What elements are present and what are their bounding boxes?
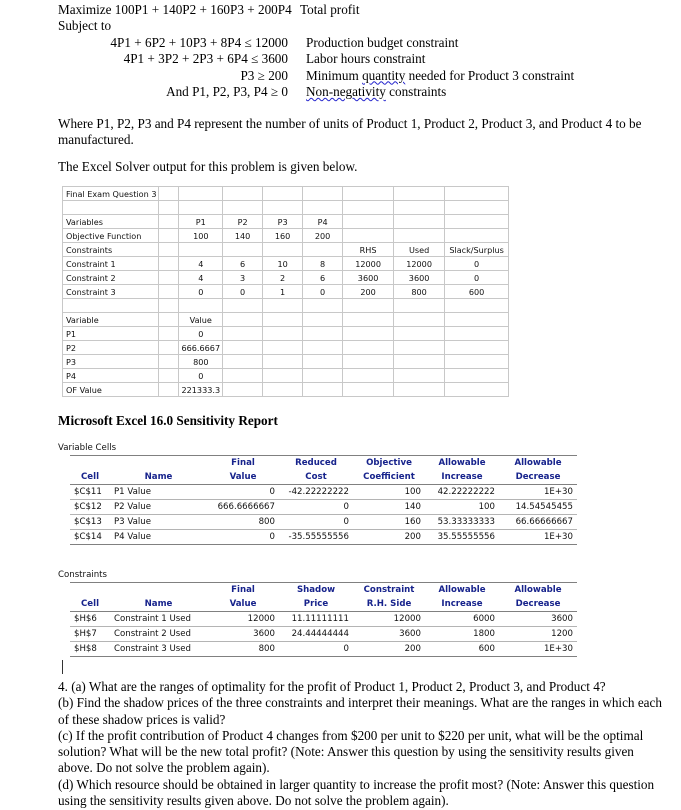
excel-cell: 666.6667 [179,341,223,355]
excel-cell [159,201,179,215]
excel-cell [179,299,223,313]
excel-cell [394,187,445,201]
excel-cell [303,341,343,355]
cell-reference: $H$8 [70,642,110,657]
excel-cell: P3 [63,355,159,369]
cell-value: 1E+30 [499,642,577,657]
questions-block [58,679,666,809]
column-header: Decrease [499,597,577,612]
excel-cell [159,369,179,383]
table-row [70,530,577,545]
lp-line [58,68,668,84]
table-row [70,485,577,500]
table-row [63,243,509,257]
column-header: R.H. Side [353,597,425,612]
excel-cell [394,369,445,383]
excel-cell [263,369,303,383]
table-row [70,642,577,657]
cell-reference: $C$13 [70,515,110,530]
excel-cell: 140 [223,229,263,243]
cell-value: 0 [279,642,353,657]
excel-cell [223,243,263,257]
question-item: 4. (a) What are the ranges of optimality for the profit of Product 1, Product 2, Product 3, and Product 4? [58,679,606,694]
excel-cell [303,327,343,341]
excel-cell: P2 [223,215,263,229]
excel-cell [303,313,343,327]
excel-cell [445,215,509,229]
excel-cell: P1 [63,327,159,341]
column-header: Constraint [353,583,425,598]
lp-expression: 4P1 + 6P2 + 10P3 + 8P4 ≤ 12000 [110,34,288,50]
excel-cell: 0 [445,257,509,271]
table-row [70,627,577,642]
column-header [110,456,207,471]
excel-cell [303,299,343,313]
column-header: Cell [70,470,110,485]
excel-cell [445,313,509,327]
question-item: (d) Which resource should be obtained in larger quantity to increase the profit most? (Note: Answer this question using the sensitivity results given above. Do not solve the problem again). [58,776,655,809]
excel-cell [343,383,394,397]
excel-cell [159,215,179,229]
excel-cell: Value [179,313,223,327]
cell-value: 666.6666667 [207,500,279,515]
excel-cell: Final Exam Question 3 [63,187,159,201]
excel-cell [159,355,179,369]
excel-cell: 12000 [343,257,394,271]
excel-cell: 2 [263,271,303,285]
column-header: Name [110,470,207,485]
excel-cell [445,201,509,215]
column-header: Allowable [425,456,499,471]
question-item: (b) Find the shadow prices of the three constraints and interpret their meanings. What are the ranges in which each of these shadow prices is valid? [58,695,662,727]
excel-cell: Objective Function [63,229,159,243]
cell-value: 24.44444444 [279,627,353,642]
cell-value: 1800 [425,627,499,642]
excel-cell: Slack/Surplus [445,243,509,257]
excel-cell: Constraint 1 [63,257,159,271]
cell-name: Constraint 1 Used [110,612,207,627]
spellcheck-underlined-word: Non-negativity [306,84,386,100]
cell-value: 0 [279,515,353,530]
excel-cell: Variables [63,215,159,229]
excel-cell [223,355,263,369]
cell-value: 11.11111111 [279,612,353,627]
excel-cell [445,299,509,313]
text-cursor-caret [62,660,63,674]
excel-cell: 12000 [394,257,445,271]
table-row [63,313,509,327]
variable-cells-section-label: Variable Cells [58,443,117,453]
table-row [63,257,509,271]
excel-cell [223,201,263,215]
excel-cell: 0 [179,327,223,341]
table-header-row [70,597,577,612]
constraints-table [70,582,577,657]
excel-cell: Constraint 2 [63,271,159,285]
excel-cell [159,285,179,299]
lp-model-block [58,2,668,100]
column-header: Cost [279,470,353,485]
excel-cell [394,215,445,229]
excel-cell [394,201,445,215]
spellcheck-underlined-word: quantity [362,67,406,83]
table-header-row [70,456,577,471]
column-header: Increase [425,470,499,485]
excel-cell [159,271,179,285]
cell-reference: $H$7 [70,627,110,642]
excel-cell [159,313,179,327]
column-header: Decrease [499,470,577,485]
lp-line [58,18,668,34]
excel-cell [343,327,394,341]
cell-name: Constraint 2 Used [110,627,207,642]
paragraph-solver: The Excel Solver output for this problem is given below. [58,159,358,174]
lp-description: Labor hours constraint [306,51,426,67]
column-header: Reduced [279,456,353,471]
excel-cell: 221333.3 [179,383,223,397]
excel-cell: P2 [63,341,159,355]
excel-cell [303,187,343,201]
cell-value: 53.33333333 [425,515,499,530]
cell-value: 14.54545455 [499,500,577,515]
excel-cell [445,341,509,355]
column-header: Value [207,597,279,612]
excel-cell [263,327,303,341]
column-header: Final [207,583,279,598]
cell-value: 3600 [353,627,425,642]
column-header [110,583,207,598]
cell-reference: $C$11 [70,485,110,500]
table-row [63,285,509,299]
cell-value: -42.22222222 [279,485,353,500]
cell-name: P3 Value [110,515,207,530]
lp-description: Total profit [300,2,360,17]
lp-expression: P3 ≥ 200 [240,67,288,83]
excel-cell: 0 [223,285,263,299]
cell-value: 1E+30 [499,485,577,500]
lp-description: Production budget constraint [306,34,459,50]
cell-value: 66.66666667 [499,515,577,530]
excel-cell [263,313,303,327]
excel-cell: 3600 [343,271,394,285]
cell-value: 200 [353,530,425,545]
lp-expression: Maximize 100P1 + 140P2 + 160P3 + 200P4 [58,2,292,17]
table-row [63,383,509,397]
excel-cell: 200 [303,229,343,243]
excel-cell: 0 [179,285,223,299]
excel-cell [343,355,394,369]
column-header: Allowable [499,456,577,471]
sensitivity-report-title: Microsoft Excel 16.0 Sensitivity Report [58,413,278,428]
excel-cell: RHS [343,243,394,257]
cell-value: 200 [353,642,425,657]
lp-expression: And P1, P2, P3, P4 ≥ 0 [166,84,288,100]
excel-cell [159,299,179,313]
excel-cell [159,257,179,271]
paragraph-where: Where P1, P2, P3 and P4 represent the number of units of Product 1, Product 2, Product 3, and Product 4 to be manufactured. [58,116,642,148]
excel-cell: 0 [303,285,343,299]
table-row [63,229,509,243]
excel-cell: 800 [394,285,445,299]
excel-cell: P3 [263,215,303,229]
excel-cell: 3600 [394,271,445,285]
excel-cell [343,229,394,243]
table-row [63,341,509,355]
lp-line [58,84,668,100]
cell-name: Constraint 3 Used [110,642,207,657]
excel-cell: 4 [179,271,223,285]
excel-cell: Constraint 3 [63,285,159,299]
excel-cell [159,187,179,201]
lp-expression: 4P1 + 3P2 + 2P3 + 6P4 ≤ 3600 [123,51,288,67]
lp-line [58,35,668,51]
excel-cell [223,313,263,327]
excel-cell [394,327,445,341]
excel-cell [159,383,179,397]
cell-reference: $C$12 [70,500,110,515]
excel-cell [263,383,303,397]
excel-cell [223,369,263,383]
column-header: Name [110,597,207,612]
excel-cell: OF Value [63,383,159,397]
column-header: Objective [353,456,425,471]
table-row [63,355,509,369]
cell-value: 100 [353,485,425,500]
lp-expression: Subject to [58,18,112,34]
excel-cell: 0 [445,271,509,285]
cell-value: 1E+30 [499,530,577,545]
excel-cell [223,383,263,397]
excel-cell [159,341,179,355]
cell-reference: $C$14 [70,530,110,545]
excel-cell [343,215,394,229]
lp-description: Non-negativity constraints [306,84,447,100]
table-row [63,369,509,383]
column-header: Value [207,470,279,485]
table-row [63,271,509,285]
cell-value: 160 [353,515,425,530]
excel-cell: 1 [263,285,303,299]
cell-value: 12000 [207,612,279,627]
excel-cell [63,299,159,313]
excel-cell [263,341,303,355]
cell-name: P2 Value [110,500,207,515]
excel-cell [445,229,509,243]
table-header-row [70,470,577,485]
excel-cell [343,201,394,215]
excel-cell [394,355,445,369]
column-header: Allowable [499,583,577,598]
excel-cell [263,299,303,313]
excel-cell [223,327,263,341]
cell-value: 800 [207,642,279,657]
excel-cell [343,187,394,201]
excel-cell [343,299,394,313]
column-header: Final [207,456,279,471]
excel-cell: Variable [63,313,159,327]
excel-cell [263,355,303,369]
cell-value: 3600 [207,627,279,642]
table-row [63,215,509,229]
excel-cell [263,201,303,215]
excel-cell [159,327,179,341]
column-header [70,583,110,598]
table-row [70,515,577,530]
excel-cell [303,355,343,369]
excel-cell [179,201,223,215]
excel-cell: 3 [223,271,263,285]
excel-cell: Constraints [63,243,159,257]
cell-value: 0 [207,530,279,545]
excel-cell: 100 [179,229,223,243]
excel-cell [394,341,445,355]
excel-cell [223,187,263,201]
excel-cell [223,341,263,355]
cell-value: 140 [353,500,425,515]
cell-value: 600 [425,642,499,657]
excel-cell [179,243,223,257]
excel-cell [63,201,159,215]
table-row [70,500,577,515]
table-row [63,327,509,341]
cell-name: P1 Value [110,485,207,500]
excel-cell [445,187,509,201]
cell-value: 35.55555556 [425,530,499,545]
excel-cell: P4 [303,215,343,229]
column-header: Allowable [425,583,499,598]
cell-value: 1200 [499,627,577,642]
excel-cell: 4 [179,257,223,271]
excel-cell [223,299,263,313]
column-header: Coefficient [353,470,425,485]
column-header: Cell [70,597,110,612]
cell-value: 100 [425,500,499,515]
cell-value: 800 [207,515,279,530]
excel-cell [263,243,303,257]
variable-cells-table [70,455,577,545]
lp-description: Minimum quantity needed for Product 3 constraint [306,67,575,83]
cell-value: -35.55555556 [279,530,353,545]
excel-cell [303,201,343,215]
excel-cell: 600 [445,285,509,299]
cell-name: P4 Value [110,530,207,545]
excel-cell [394,299,445,313]
excel-cell [445,327,509,341]
excel-cell [303,369,343,383]
cell-value: 6000 [425,612,499,627]
table-row [63,187,509,201]
excel-cell [445,355,509,369]
excel-cell: 0 [179,369,223,383]
excel-cell: Used [394,243,445,257]
cell-value: 0 [207,485,279,500]
excel-cell: P4 [63,369,159,383]
excel-cell [159,229,179,243]
excel-cell [343,369,394,383]
cell-reference: $H$6 [70,612,110,627]
excel-cell [445,369,509,383]
excel-cell: 8 [303,257,343,271]
excel-cell: 6 [223,257,263,271]
excel-cell: 160 [263,229,303,243]
excel-cell [445,383,509,397]
excel-cell: 200 [343,285,394,299]
excel-cell [394,313,445,327]
column-header: Price [279,597,353,612]
excel-cell: 800 [179,355,223,369]
cell-value: 0 [279,500,353,515]
excel-cell [394,229,445,243]
cell-value: 42.22222222 [425,485,499,500]
column-header: Shadow [279,583,353,598]
excel-cell: 10 [263,257,303,271]
excel-cell: 6 [303,271,343,285]
table-row [63,299,509,313]
excel-cell [343,341,394,355]
cell-value: 3600 [499,612,577,627]
table-header-row [70,583,577,598]
table-row [70,612,577,627]
excel-cell [303,383,343,397]
excel-cell [343,313,394,327]
column-header [70,456,110,471]
column-header: Increase [425,597,499,612]
excel-model-table [62,186,509,397]
excel-cell [159,243,179,257]
table-row [63,201,509,215]
excel-cell [179,187,223,201]
excel-cell [263,187,303,201]
constraints-section-label: Constraints [58,570,108,580]
cell-value: 12000 [353,612,425,627]
excel-cell [303,243,343,257]
excel-cell: P1 [179,215,223,229]
question-item: (c) If the profit contribution of Product 4 changes from $200 per unit to $220 per unit, what will be the optimal solution? What will be the new total profit? (Note: Answer this question by using the sensitivity results given above. Do not solve the problem again). [58,727,644,776]
lp-line [58,2,668,18]
excel-cell [394,383,445,397]
lp-line [58,51,668,67]
